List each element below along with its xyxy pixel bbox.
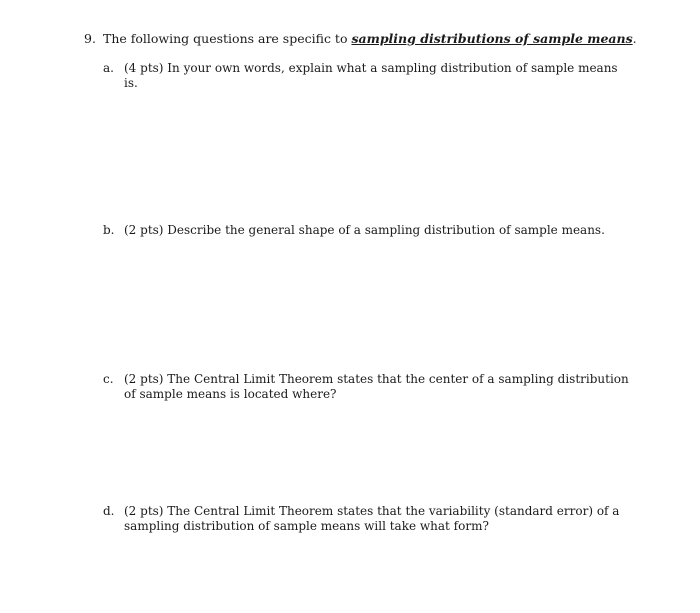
question-intro: The following questions are specific to [103, 31, 352, 46]
part-a-text: (4 pts) In your own words, explain what a sampling distribution of sample means is. [124, 61, 618, 90]
question-number: 9. [84, 31, 96, 46]
part-d-letter: d. [103, 504, 115, 518]
question-end: . [632, 31, 637, 46]
part-a-letter: a. [103, 61, 114, 75]
question-emphasis: sampling distributions of sample means [351, 31, 633, 46]
question-9 [84, 31, 637, 47]
part-d-text: (2 pts) The Central Limit Theorem states that the variability (standard error) of a sampling distribution of sample means will take what form? [124, 504, 620, 533]
part-c-text: (2 pts) The Central Limit Theorem states that the center of a sampling distribution of sample means is located where? [124, 372, 629, 401]
part-c-letter: c. [103, 372, 114, 386]
part-b-text: (2 pts) Describe the general shape of a sampling distribution of sample means. [124, 223, 605, 237]
part-b-letter: b. [103, 223, 115, 237]
